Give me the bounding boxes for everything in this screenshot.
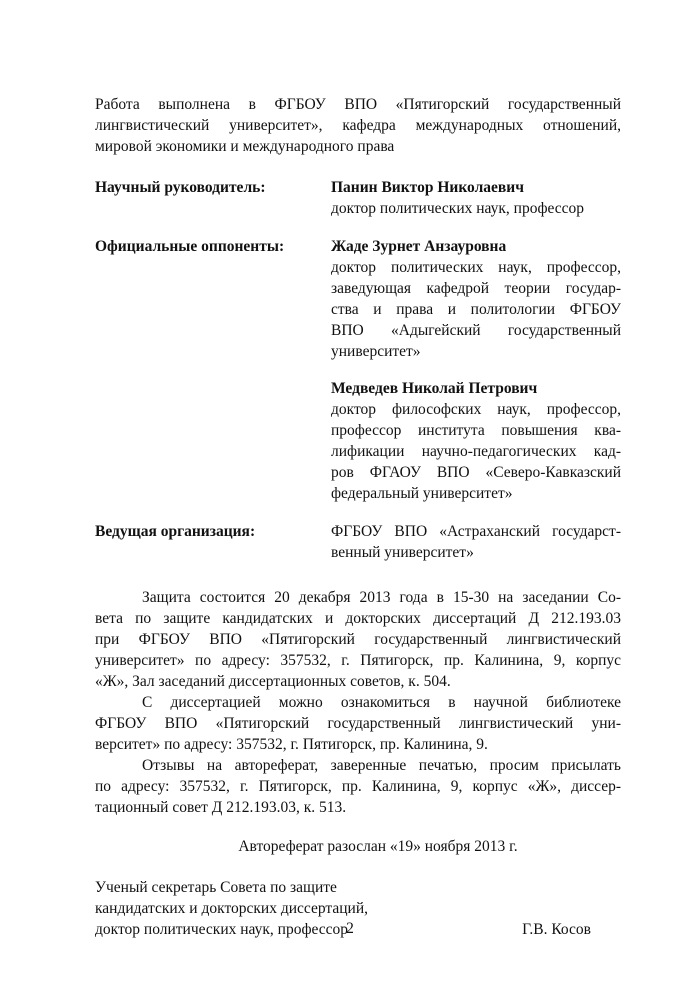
text-line: Защита состоится 20 декабря 2013 года в 15-30 на заседании Со- xyxy=(142,589,621,606)
text-line: университет» по адресу: 357532, г. Пятигорск, пр. Калинина, 9, корпус xyxy=(95,652,621,669)
text-line: верситет» по адресу: 357532, г. Пятигорск, пр. Калинина, 9. xyxy=(95,736,488,753)
opponent-detail-line: лификации научно-педагогических кад- xyxy=(331,443,621,460)
leading-org-details xyxy=(331,521,621,563)
sent-date-line: Автореферат разослан «19» ноября 2013 г. xyxy=(238,838,518,855)
intro-paragraph xyxy=(95,94,621,157)
supervisor-label: Научный руководитель: xyxy=(95,179,266,196)
signature-line: Ученый секретарь Совета по защите xyxy=(95,879,337,896)
text-line: вета по защите кандидатских и докторских диссертаций Д 212.193.03 xyxy=(95,610,621,627)
signature-name: Г.В. Косов xyxy=(522,921,591,938)
leading-org-label: Ведущая организация: xyxy=(95,523,256,540)
text-line: ФГБОУ ВПО «Пятигорский государственный лингвистический уни- xyxy=(95,715,621,732)
opponent-detail-line: заведующая кафедрой теории государ- xyxy=(331,280,621,297)
opponents-details xyxy=(331,236,621,504)
leading-org-row xyxy=(95,521,621,563)
opponents-row xyxy=(95,236,621,504)
text-line: при ФГБОУ ВПО «Пятигорский государственный лингвистический xyxy=(95,631,621,648)
opponent-detail-line: профессор института повышения ква- xyxy=(331,422,621,439)
opponent-detail-line: университет» xyxy=(331,343,421,360)
library-paragraph xyxy=(95,692,621,755)
opponent-detail-line: ров ФГАОУ ВПО «Северо-Кавказский xyxy=(331,464,621,481)
opponent-detail-line: федеральный университет» xyxy=(331,485,513,502)
supervisor-details xyxy=(331,177,621,219)
text-line: тационный совет Д 212.193.03, к. 513. xyxy=(95,799,347,816)
text-line: С диссертацией можно ознакомиться в научной библиотеке xyxy=(142,694,621,711)
opponent-name: Медведев Николай Петрович xyxy=(331,380,538,397)
opponent-detail-line: доктор политических наук, профессор, xyxy=(331,259,621,276)
intro-line: Работа выполнена в ФГБОУ ВПО «Пятигорский государственный xyxy=(95,96,621,113)
defense-paragraph xyxy=(95,587,621,692)
signature-line: кандидатских и докторских диссертаций, xyxy=(95,900,368,917)
leading-org-line: ФГБОУ ВПО «Астраханский государст- xyxy=(331,523,621,540)
intro-line: лингвистический университет», кафедра международных отношений, xyxy=(95,117,621,134)
opponent-detail-line: ВПО «Адыгейский государственный xyxy=(331,322,621,339)
leading-org-line: венный университет» xyxy=(331,544,474,561)
text-line: Отзывы на автореферат, заверенные печатью, просим присылать xyxy=(142,757,621,774)
text-line: «Ж», Зал заседаний диссертационных советов, к. 504. xyxy=(95,673,451,690)
opponent-name: Жаде Зурнет Анзауровна xyxy=(331,238,507,255)
signature-line: доктор политических наук, профессор xyxy=(95,921,349,938)
document-page xyxy=(95,94,621,940)
text-line: по адресу: 357532, г. Пятигорск, пр. Калинина, 9, корпус «Ж», диссер- xyxy=(95,778,621,795)
opponent-detail-line: доктор философских наук, профессор, xyxy=(331,401,621,418)
opponent-entry xyxy=(331,378,621,504)
page-number: 2 xyxy=(346,920,354,937)
reviews-paragraph xyxy=(95,755,621,818)
opponent-detail-line: ства и права и политологии ФГБОУ xyxy=(331,301,621,318)
supervisor-row xyxy=(95,177,621,219)
supervisor-name: Панин Виктор Николаевич xyxy=(331,179,524,196)
opponent-entry xyxy=(331,236,621,362)
opponents-label: Официальные оппоненты: xyxy=(95,238,285,255)
defense-info xyxy=(95,587,621,818)
intro-line: мировой экономики и международного права xyxy=(95,138,395,155)
supervisor-title: доктор политических наук, профессор xyxy=(331,200,585,217)
